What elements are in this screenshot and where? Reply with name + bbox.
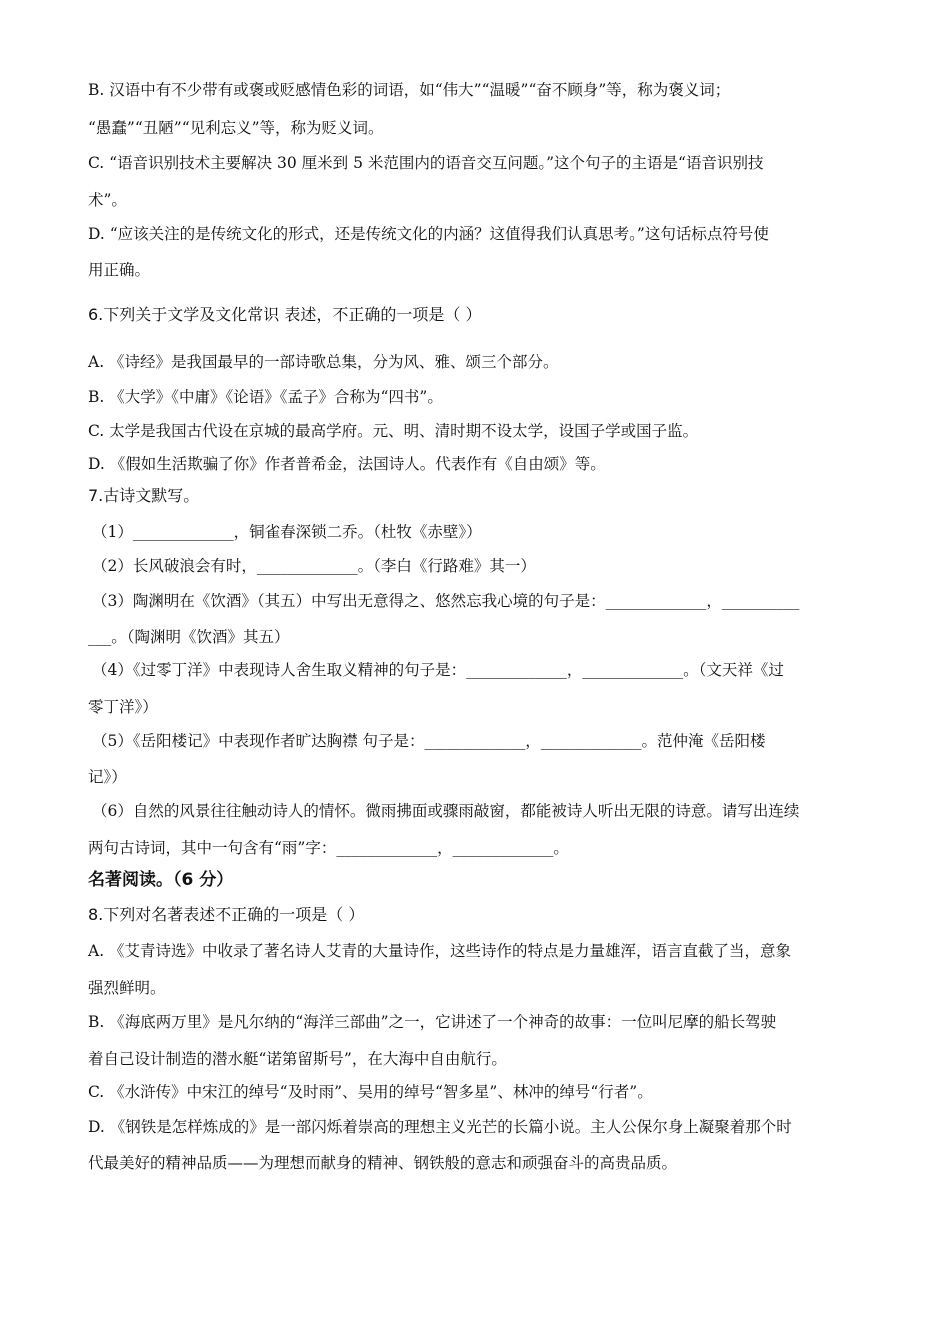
- q8-option-a-cont: 强烈鲜明。: [88, 979, 166, 997]
- q5-option-b-cont: “愚蠢”“丑陋”“见利忘义”等，称为贬义词。: [88, 119, 384, 137]
- q8-option-d-cont: 代最美好的精神品质——为理想而献身的精神、钢铁般的意志和顽强奋斗的高贵品质。: [88, 1154, 678, 1172]
- q8-option-b: B. 《海底两万里》是凡尔纳的“海洋三部曲”之一，它讲述了一个神奇的故事：一位叫尼摩的船长驾驶: [88, 1013, 777, 1031]
- q5-option-c: C. “语音识别技术主要解决 30 厘米到 5 米范围内的语音交互问题。”这个句子的主语是“语音识别技: [88, 154, 764, 172]
- q7-item-5: （5）《岳阳楼记》中表现作者旷达胸襟 句子是：_____________，_____________。范仲淹《岳阳楼: [92, 732, 766, 750]
- q7-item-4: （4）《过零丁洋》中表现诗人舍生取义精神的句子是：_____________，_____________。（文天祥《过: [92, 661, 784, 679]
- q5-option-d: D. “应该关注的是传统文化的形式，还是传统文化的内涵？这值得我们认真思考。”这句话标点符号使: [88, 225, 769, 243]
- q8-option-a: A. 《艾青诗选》中收录了著名诗人艾青的大量诗作，这些诗作的特点是力量雄浑，语言直截了当，意象: [88, 942, 792, 960]
- q6-stem: 6.下列关于文学及文化常识 表述，不正确的一项是（ ）: [88, 305, 482, 324]
- q6-option-d: D. 《假如生活欺骗了你》作者普希金，法国诗人。代表作有《自由颂》等。: [88, 455, 606, 473]
- q7-item-2: （2）长风破浪会有时，_____________。（李白《行路难》其一）: [92, 557, 536, 575]
- q7-item-3-cont: ___。（陶渊明《饮酒》其五）: [88, 628, 290, 646]
- q7-item-1: （1）_____________，铜雀春深锁二乔。（杜牧《赤壁》）: [92, 523, 482, 541]
- q8-option-d: D. 《钢铁是怎样炼成的》是一部闪烁着崇高的理想主义光芒的长篇小说。主人公保尔身上凝聚着那个时: [88, 1118, 792, 1136]
- q7-item-6: （6）自然的风景往往触动诗人的情怀。微雨拂面或骤雨敲窗，都能被诗人听出无限的诗意。请写出连续: [92, 802, 800, 820]
- q5-option-b: B. 汉语中有不少带有或褒或贬感情色彩的词语，如“伟大”“温暖”“奋不顾身”等，称为褒义词；: [88, 81, 731, 99]
- q7-item-3: （3）陶渊明在《饮酒》（其五）中写出无意得之、悠然忘我心境的句子是：_____________，__________: [92, 592, 800, 610]
- q5-option-d-cont: 用正确。: [88, 261, 151, 279]
- q6-option-c: C. 太学是我国古代设在京城的最高学府。元、明、清时期不设太学，设国子学或国子监。: [88, 422, 699, 440]
- q6-option-a: A. 《诗经》是我国最早的一部诗歌总集，分为风、雅、颂三个部分。: [88, 353, 559, 371]
- q7-item-5-cont: 记》）: [88, 768, 127, 786]
- section-heading: 名著阅读。（6 分）: [88, 870, 234, 890]
- q5-option-c-cont: 术”。: [88, 191, 127, 209]
- q8-option-b-cont: 着自己设计制造的潜水艇“诺第留斯号”，在大海中自由航行。: [88, 1050, 507, 1068]
- q8-stem: 8.下列对名著表述不正确的一项是（ ）: [88, 905, 365, 924]
- q6-option-b: B. 《大学》《中庸》《论语》《孟子》合称为“四书”。: [88, 388, 443, 406]
- q7-stem: 7.古诗文默写。: [88, 486, 200, 505]
- q7-item-6-cont: 两句古诗词，其中一句含有“雨”字：_____________，_____________。: [88, 839, 569, 857]
- q7-item-4-cont: 零丁洋》）: [88, 698, 158, 716]
- q8-option-c: C. 《水浒传》中宋江的绰号“及时雨”、吴用的绰号“智多星”、林冲的绰号“行者”。: [88, 1083, 653, 1101]
